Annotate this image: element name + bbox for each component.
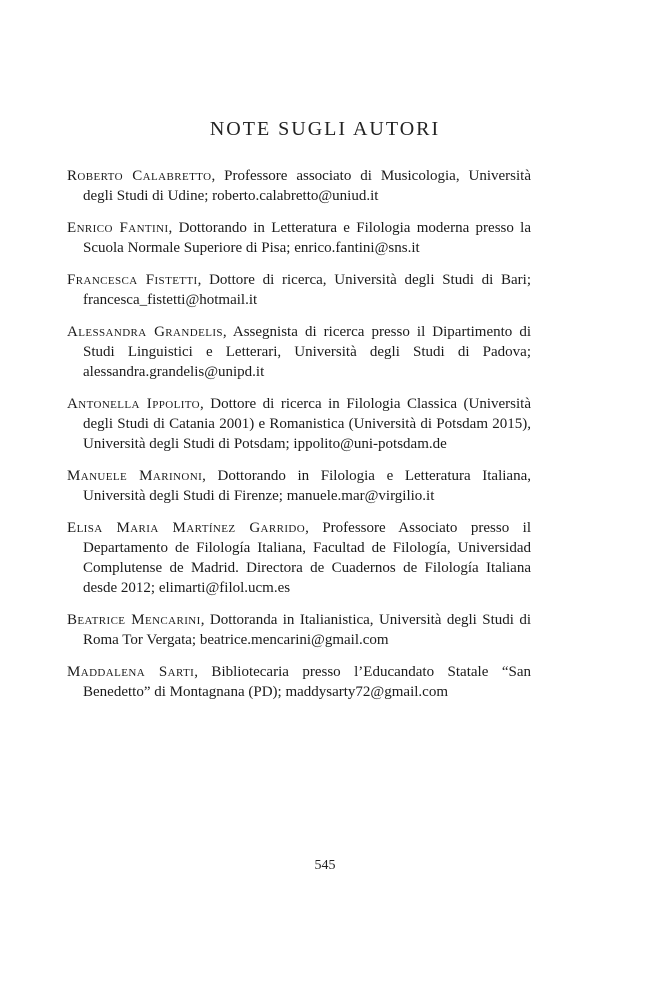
author-name: Alessandra Grandelis <box>67 324 223 340</box>
author-note <box>67 394 531 454</box>
author-description: , Dottorando in Letteratura e Filologia moderna presso la Scuola Normale Superiore di Pisa; enrico.fantini@sns.it <box>83 220 531 256</box>
author-description: , Dottore di ricerca in Filologia Classica (Università degli Studi di Catania 2001) e Romanistica (Università di Potsdam 2015), Università degli Studi di Potsdam; ippolito@uni-potsdam.de <box>83 396 531 452</box>
author-note <box>67 518 531 598</box>
author-description: , Dottorando in Filologia e Letteratura Italiana, Università degli Studi di Firenze; manuele.mar@virgilio.it <box>83 468 531 504</box>
author-note <box>67 662 531 702</box>
author-description: , Assegnista di ricerca presso il Dipartimento di Studi Linguistici e Letterari, Università degli Studi di Padova; alessandra.grandelis@unipd.it <box>83 324 532 380</box>
author-note <box>67 322 531 382</box>
author-name: Francesca Fistetti <box>67 272 198 288</box>
page-title: NOTE SUGLI AUTORI <box>209 118 441 140</box>
author-name: Roberto Calabretto <box>67 168 212 184</box>
author-notes-list <box>67 166 531 714</box>
author-name: Beatrice Mencarini <box>67 612 201 628</box>
author-note <box>67 466 531 506</box>
author-name: Maddalena Sarti <box>67 664 195 680</box>
author-note <box>67 166 531 206</box>
author-note <box>67 610 531 650</box>
page-number: 545 <box>314 858 336 873</box>
author-description: , Dottoranda in Italianistica, Università degli Studi di Roma Tor Vergata; beatrice.mencarini@gmail.com <box>83 612 531 648</box>
author-note <box>67 270 531 310</box>
author-description: , Dottore di ricerca, Università degli Studi di Bari; francesca_fistetti@hotmail.it <box>83 272 531 308</box>
author-name: Enrico Fantini <box>67 220 169 236</box>
author-description: , Professore Associato presso il Departamento de Filología Italiana, Facultad de Filología, Universidad Complutense de Madrid. Directora de Cuadernos de Filología Italiana desde 2012; elimarti@filol.ucm.es <box>83 520 531 596</box>
author-name: Elisa Maria Martínez Garrido <box>67 520 306 536</box>
author-name: Antonella Ippolito <box>67 396 201 412</box>
author-description: , Professore associato di Musicologia, Università degli Studi di Udine; roberto.calabretto@uniud.it <box>83 168 531 204</box>
author-note <box>67 218 531 258</box>
author-description: , Bibliotecaria presso l’Educandato Statale “San Benedetto” di Montagnana (PD); maddysarty72@gmail.com <box>83 664 531 700</box>
author-name: Manuele Marinoni <box>67 468 203 484</box>
